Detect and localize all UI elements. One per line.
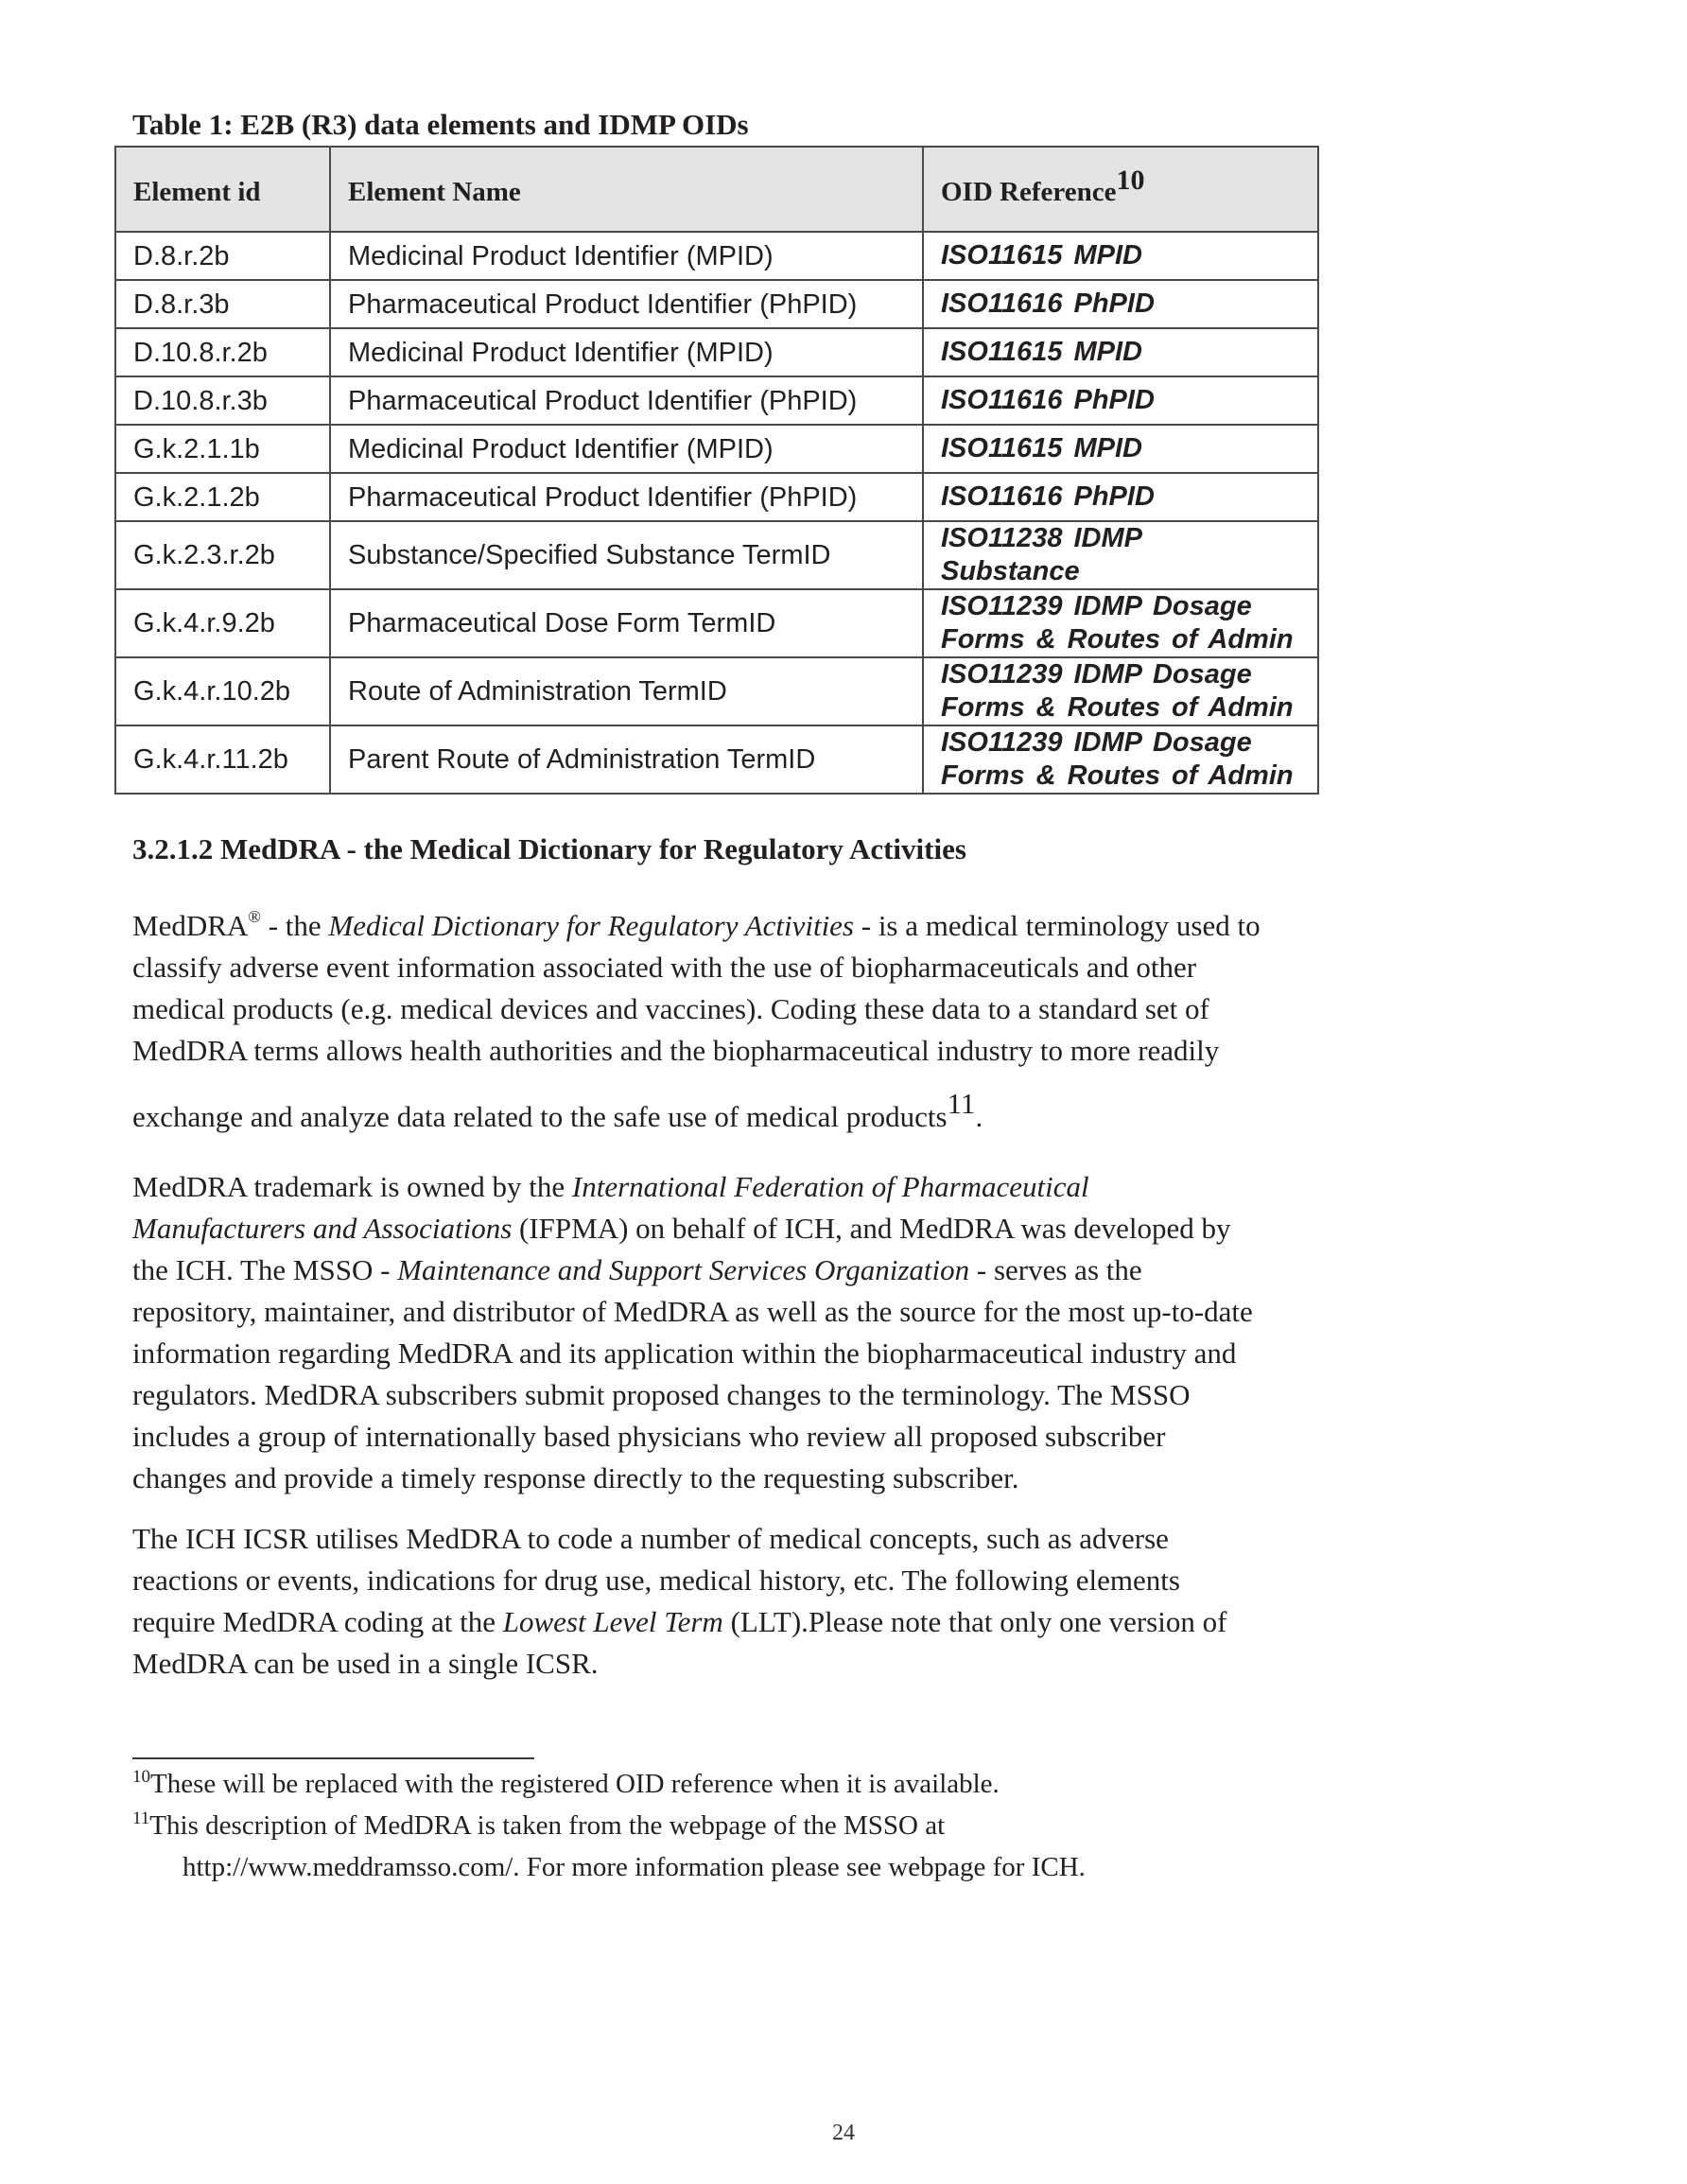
text-line: MedDRA terms allows health authorities and the biopharmaceutical industry to more readily	[132, 1034, 1220, 1067]
text-line: changes and provide a timely response directly to the requesting subscriber.	[132, 1461, 1019, 1494]
footnote-10: $^{10}$These will be replaced with the registered OID reference when it is available.	[132, 1767, 1000, 1799]
table-row	[115, 657, 1318, 725]
footnote-ref-10[interactable]: 10	[1116, 164, 1145, 196]
cell-element-name: Medicinal Product Identifier (MPID)	[330, 232, 923, 280]
page-number: 24	[832, 2121, 855, 2145]
footnote-ref-11[interactable]: 11	[947, 1087, 976, 1120]
paragraph-ich-icsr	[132, 1518, 1324, 1685]
cell-oid-reference: ISO11238 IDMP Substance	[923, 521, 1318, 589]
footnote-11-continuation[interactable]: http://www.meddramsso.com/. For more information please see webpage for ICH.	[183, 1852, 1086, 1882]
cell-oid-reference: ISO11616 PhPID	[923, 376, 1318, 425]
cell-element-name: Parent Route of Administration TermID	[330, 725, 923, 794]
text-line: The ICH ICSR utilises MedDRA to code a number of medical concepts, such as adverse	[132, 1522, 1169, 1555]
column-header-oid-reference: OID Reference$^{10}$	[923, 147, 1318, 232]
text-line: Manufacturers and Associations (IFPMA) on behalf of ICH, and MedDRA was developed by	[132, 1212, 1231, 1245]
cell-element-name: Pharmaceutical Dose Form TermID	[330, 589, 923, 657]
cell-element-id: G.k.4.r.11.2b	[115, 725, 330, 794]
cell-element-name: Pharmaceutical Product Identifier (PhPID)	[330, 376, 923, 425]
registered-mark: ®	[248, 907, 261, 926]
text-line: exchange and analyze data related to the safe use of medical products$^{11}$.	[132, 1087, 983, 1133]
text-line: MedDRA® - the Medical Dictionary for Regulatory Activities - is a medical terminology used to	[132, 907, 1261, 942]
cell-oid-reference: ISO11239 IDMP Dosage Forms & Routes of Admin	[923, 589, 1318, 657]
text-line: the ICH. The MSSO - Maintenance and Support Services Organization - serves as the	[132, 1253, 1142, 1286]
cell-element-id: G.k.4.r.10.2b	[115, 657, 330, 725]
footnotes	[132, 1763, 1086, 1888]
cell-oid-reference: ISO11239 IDMP Dosage Forms & Routes of Admin	[923, 725, 1318, 794]
table-row	[115, 280, 1318, 328]
table-row	[115, 589, 1318, 657]
text-line: classify adverse event information associated with the use of biopharmaceuticals and other	[132, 951, 1197, 984]
cell-element-id: G.k.4.r.9.2b	[115, 589, 330, 657]
cell-oid-reference: ISO11615 MPID	[923, 328, 1318, 376]
cell-element-name: Medicinal Product Identifier (MPID)	[330, 425, 923, 473]
text-line: includes a group of internationally based physicians who review all proposed subscriber	[132, 1420, 1166, 1453]
paragraph-meddra-trademark	[132, 1166, 1324, 1499]
cell-oid-reference: ISO11615 MPID	[923, 425, 1318, 473]
cell-oid-reference: ISO11616 PhPID	[923, 280, 1318, 328]
cell-element-name: Pharmaceutical Product Identifier (PhPID)	[330, 473, 923, 521]
column-header-element-name: Element Name	[330, 147, 923, 232]
table-row	[115, 425, 1318, 473]
cell-element-id: D.10.8.r.2b	[115, 328, 330, 376]
e2b-idmp-oid-table	[114, 146, 1319, 795]
text-line: MedDRA can be used in a single ICSR.	[132, 1647, 599, 1680]
table-row	[115, 232, 1318, 280]
section-heading: 3.2.1.2 MedDRA - the Medical Dictionary for Regulatory Activities	[132, 832, 966, 865]
text-line: MedDRA trademark is owned by the International Federation of Pharmaceutical	[132, 1170, 1089, 1203]
cell-oid-reference: ISO11616 PhPID	[923, 473, 1318, 521]
cell-element-name: Pharmaceutical Product Identifier (PhPID)	[330, 280, 923, 328]
cell-element-name: Route of Administration TermID	[330, 657, 923, 725]
table-row	[115, 328, 1318, 376]
cell-oid-reference: ISO11239 IDMP Dosage Forms & Routes of Admin	[923, 657, 1318, 725]
table-header-row	[115, 147, 1318, 232]
cell-element-name: Substance/Specified Substance TermID	[330, 521, 923, 589]
table-row	[115, 725, 1318, 794]
footnote-separator	[132, 1757, 534, 1759]
cell-element-id: G.k.2.1.1b	[115, 425, 330, 473]
text-line: repository, maintainer, and distributor of MedDRA as well as the source for the most up-to-date	[132, 1295, 1253, 1328]
cell-oid-reference: ISO11615 MPID	[923, 232, 1318, 280]
cell-element-id: G.k.2.1.2b	[115, 473, 330, 521]
footnote-11: $^{11}$This description of MedDRA is taken from the webpage of the MSSO at	[132, 1808, 946, 1841]
cell-element-id: D.8.r.2b	[115, 232, 330, 280]
table-caption: Table 1: E2B (R3) data elements and IDMP OIDs	[132, 108, 749, 141]
text-line: reactions or events, indications for drug use, medical history, etc. The following elements	[132, 1564, 1180, 1597]
table-row	[115, 376, 1318, 425]
table-row	[115, 521, 1318, 589]
cell-element-id: G.k.2.3.r.2b	[115, 521, 330, 589]
cell-element-name: Medicinal Product Identifier (MPID)	[330, 328, 923, 376]
cell-element-id: D.10.8.r.3b	[115, 376, 330, 425]
table-row	[115, 473, 1318, 521]
text-line: information regarding MedDRA and its application within the biopharmaceutical industry and	[132, 1337, 1237, 1370]
paragraph-meddra-intro	[132, 905, 1324, 1138]
column-header-element-id: Element id	[115, 147, 330, 232]
cell-element-id: D.8.r.3b	[115, 280, 330, 328]
text-line: medical products (e.g. medical devices and vaccines). Coding these data to a standard set of	[132, 992, 1209, 1025]
text-line: require MedDRA coding at the Lowest Level Term (LLT).Please note that only one version of	[132, 1605, 1227, 1638]
text-line: regulators. MedDRA subscribers submit proposed changes to the terminology. The MSSO	[132, 1378, 1191, 1411]
